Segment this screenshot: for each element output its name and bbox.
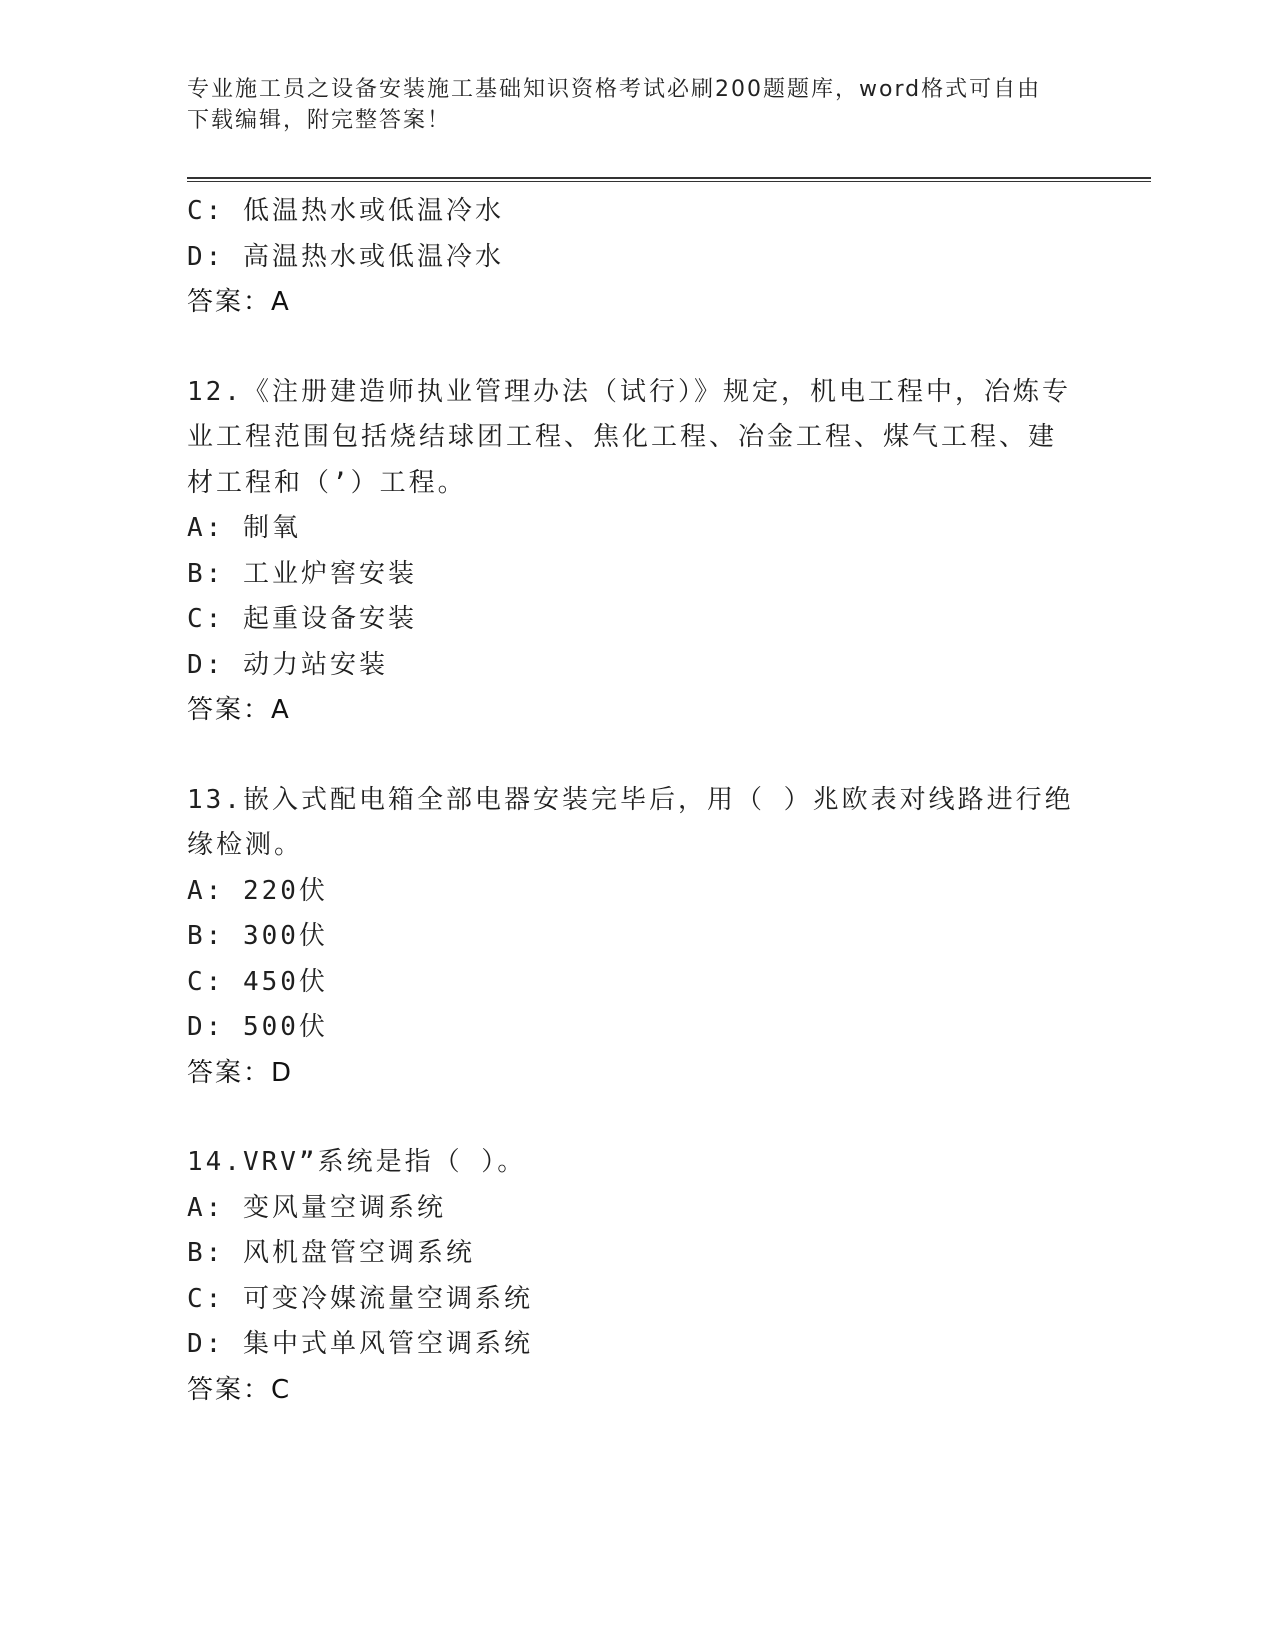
answer-label: 答案： [187, 287, 272, 317]
option-letter: C: [187, 1283, 225, 1314]
question-stem [187, 370, 1077, 507]
option-letter: A: [187, 875, 225, 906]
question-stem [187, 778, 1077, 869]
option-letter: A: [187, 1192, 225, 1223]
answer-label: 答案： [187, 1057, 272, 1088]
option-d [187, 235, 1087, 281]
header-line-2: 下载编辑，附完整答案！ [187, 108, 452, 133]
option-text: 高温热水或低温冷水 [242, 241, 504, 272]
option-d [187, 643, 1087, 689]
option-c [187, 189, 1087, 235]
option-text: 集中式单风管空调系统 [242, 1329, 533, 1359]
option-text: 起重设备安装 [242, 604, 417, 634]
answer-value: A [271, 287, 291, 317]
option-text: 风机盘管空调系统 [242, 1238, 475, 1268]
option-b [187, 914, 1087, 960]
question-14 [187, 1140, 1087, 1413]
question-13 [187, 778, 1087, 1097]
option-text: 变风量空调系统 [242, 1192, 446, 1223]
option-text: 工业炉窖安装 [242, 558, 417, 589]
option-letter: D: [187, 1012, 225, 1042]
option-b [187, 1231, 1087, 1277]
option-letter: D: [187, 1329, 225, 1359]
question-number: 14. [187, 1147, 243, 1177]
option-letter: C: [187, 196, 225, 226]
option-text: 可变冷媒流量空调系统 [242, 1283, 533, 1314]
answer-value: D [271, 1057, 294, 1088]
option-a [187, 1186, 1087, 1232]
question-text: VRV”系统是指（ ）。 [242, 1147, 527, 1177]
question-text: 《注册建造师执业管理办法（试行）》规定，机电工程中，冶炼专业工程范围包括烧结球团工程、焦化工程、冶金工程、煤气工程、建材工程和（’）工程。 [187, 376, 1071, 498]
option-text: 动力站安装 [242, 649, 388, 680]
document-body [187, 189, 1087, 1413]
answer-line [187, 1051, 1087, 1097]
option-letter: D: [187, 241, 225, 272]
question-number: 13. [187, 784, 243, 815]
continued-question [187, 189, 1087, 326]
answer-value: C [271, 1374, 292, 1405]
option-letter: C: [187, 966, 225, 997]
option-text: 制氧 [242, 513, 301, 543]
answer-value: A [271, 695, 291, 725]
option-a [187, 506, 1087, 552]
question-12 [187, 370, 1087, 734]
option-letter: B: [187, 921, 225, 951]
header-line-1: 专业施工员之设备安装施工基础知识资格考试必刷200题题库，word格式可自由 [187, 77, 1042, 102]
option-c [187, 960, 1087, 1006]
option-text: 450伏 [242, 966, 328, 997]
header-divider [187, 177, 1151, 182]
option-letter: B: [187, 558, 225, 589]
option-text: 低温热水或低温冷水 [242, 196, 504, 226]
option-letter: C: [187, 604, 225, 634]
question-number: 12. [187, 376, 243, 407]
answer-line [187, 688, 1087, 734]
answer-line [187, 1368, 1087, 1414]
option-letter: B: [187, 1238, 225, 1268]
option-d [187, 1005, 1087, 1051]
answer-label: 答案： [187, 1374, 272, 1405]
option-letter: D: [187, 649, 225, 680]
option-d [187, 1322, 1087, 1368]
option-c [187, 1277, 1087, 1323]
option-text: 300伏 [242, 921, 328, 951]
answer-line [187, 280, 1087, 326]
answer-label: 答案： [187, 695, 272, 725]
option-b [187, 552, 1087, 598]
option-text: 500伏 [242, 1012, 328, 1042]
document-header [187, 74, 1087, 136]
option-a [187, 869, 1087, 915]
question-text: 嵌入式配电箱全部电器安装完毕后，用（ ）兆欧表对线路进行绝缘检测。 [187, 784, 1074, 860]
question-stem [187, 1140, 1077, 1186]
option-c [187, 597, 1087, 643]
option-letter: A: [187, 513, 225, 543]
option-text: 220伏 [242, 875, 328, 906]
